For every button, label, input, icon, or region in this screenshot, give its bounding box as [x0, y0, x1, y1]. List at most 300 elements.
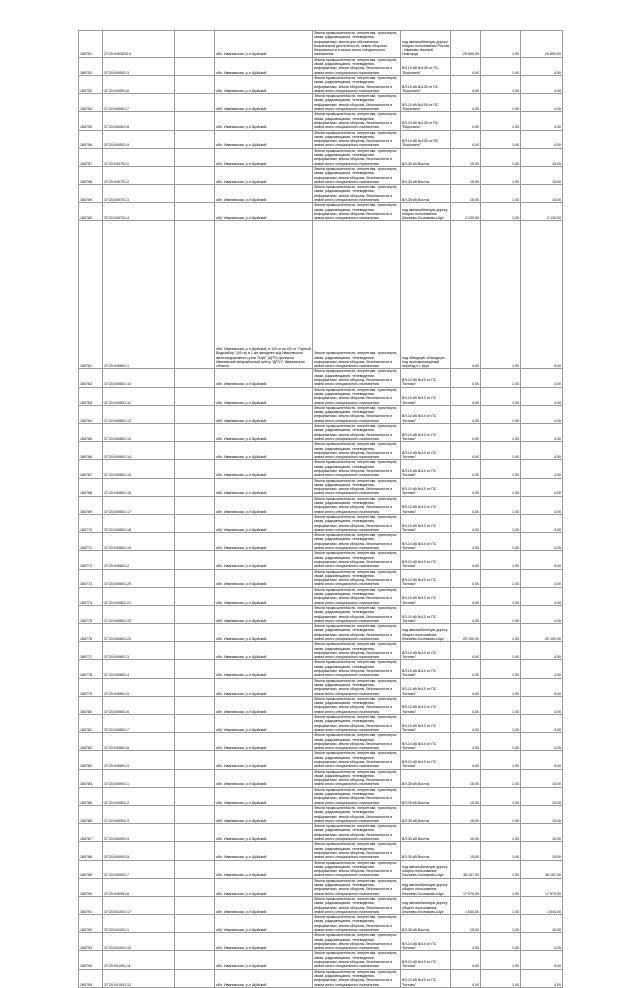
table-row: [79, 57, 563, 75]
empty-cell: [175, 424, 215, 442]
rate-cell: 1,00: [481, 569, 521, 587]
area-cell: 4,00: [451, 678, 481, 696]
area-cell: 17 970,00: [451, 878, 481, 896]
cost-cell: 15,00: [521, 824, 563, 842]
land-category-cell: Земли промышленности, энергетики, транспорта, связи, радиовещания, телевидения, информатики, земли обороны, безопасности и земли иного специального назначения: [313, 787, 401, 805]
parcel-id-cell: 165785: [79, 787, 103, 805]
location-cell: обл. Ивановская, р-н Шуйский: [215, 31, 313, 58]
rate-cell: 1,00: [481, 678, 521, 696]
rate-cell: 1,00: [481, 185, 521, 203]
land-category-cell: Земли промышленности, энергетики, транспорта, связи, радиовещания, телевидения, информатики, земли обороны, безопасности и земли иного специального назначения: [313, 715, 401, 733]
land-category-cell: Земли промышленности, энергетики, транспорта, связи, радиовещания, телевидения, информатики, земли обороны, безопасности и земли иного специального назначения: [313, 369, 401, 387]
area-cell: 15,00: [451, 769, 481, 787]
empty-cell: [175, 221, 215, 369]
cadastral-number-cell: 37:20:040701:2: [103, 166, 175, 184]
table-row: [79, 733, 563, 751]
land-category-cell: Земли промышленности, энергетики, транспорта, связи, радиовещания, телевидения, информатики, земли обороны, безопасности и земли иного специального назначения: [313, 915, 401, 933]
permitted-use-cell: ВЛ-35 кВ Восток: [401, 769, 451, 787]
parcel-id-cell: 165795: [79, 969, 103, 987]
rate-cell: 1,00: [481, 733, 521, 751]
area-cell: 4,00: [451, 569, 481, 587]
permitted-use-cell: ВЛ-10 кВ №10 от ПС "Китово": [401, 496, 451, 514]
parcel-id-cell: 165794: [79, 951, 103, 969]
area-cell: 15,00: [451, 805, 481, 823]
location-cell: обл. Ивановская, р-н Шуйский: [215, 369, 313, 387]
land-category-cell: Земли промышленности, энергетики, транспорта, связи, радиовещания, телевидения, информатики, земли обороны, безопасности и земли иного специального назначения: [313, 57, 401, 75]
table-row: [79, 969, 563, 987]
empty-cell: [175, 805, 215, 823]
area-cell: 4,00: [451, 57, 481, 75]
cadastral-number-cell: 37:20:040501:6: [103, 75, 175, 93]
parcel-id-cell: 165764: [79, 405, 103, 423]
parcel-id-cell: 165765: [79, 424, 103, 442]
location-cell: обл. Ивановская, р-н Шуйский: [215, 605, 313, 623]
cost-cell: 4,00: [521, 424, 563, 442]
empty-cell: [175, 75, 215, 93]
land-category-cell: Земли промышленности, энергетики, транспорта, связи, радиовещания, телевидения, информатики, земли обороны, безопасности и земли иного специального назначения: [313, 660, 401, 678]
cost-cell: 4,00: [521, 969, 563, 987]
parcel-id-cell: 165771: [79, 533, 103, 551]
cost-cell: 15,00: [521, 166, 563, 184]
rate-cell: 1,00: [481, 551, 521, 569]
location-cell: обл. Ивановская, р-н Шуйский: [215, 569, 313, 587]
land-category-cell: Земли промышленности, энергетики, транспорта, связи, радиовещания, телевидения, информатики, земли обороны, безопасности и земли иного специального назначения: [313, 112, 401, 130]
empty-cell: [175, 148, 215, 166]
table-row: [79, 424, 563, 442]
empty-cell: [175, 642, 215, 660]
location-cell: обл. Ивановская, р-н Шуйский: [215, 805, 313, 823]
parcel-id-cell: 165757: [79, 148, 103, 166]
permitted-use-cell: ВЛ-35 кВ Восток: [401, 166, 451, 184]
table-row: [79, 933, 563, 951]
rate-cell: 1,00: [481, 166, 521, 184]
permitted-use-cell: ВЛ-10 кВ №10 от ПС "Китово": [401, 460, 451, 478]
parcel-id-cell: 165755: [79, 112, 103, 130]
table-row: [79, 896, 563, 914]
land-category-cell: Земли промышленности, энергетики, транспорта, связи, радиовещания, телевидения, информатики, земли обороны, безопасности и земли иного специального назначения: [313, 642, 401, 660]
area-cell: 36 157,00: [451, 860, 481, 878]
table-row: [79, 533, 563, 551]
rate-cell: 1,00: [481, 660, 521, 678]
permitted-use-cell: ВЛ-10 кВ №10 от ПС "Китово": [401, 387, 451, 405]
land-category-cell: Земли промышленности, энергетики, транспорта, связи, радиовещания, телевидения, информатики, земли обороны, безопасности и земли иного специального назначения: [313, 533, 401, 551]
permitted-use-cell: ВЛ-10 кВ №10 от ПС "Китово": [401, 551, 451, 569]
empty-cell: [175, 460, 215, 478]
parcel-id-cell: 165777: [79, 642, 103, 660]
rate-cell: 1,00: [481, 751, 521, 769]
cadastral-number-cell: 37:20:040801:19: [103, 533, 175, 551]
cadastral-number-cell: 37:20:040801:5: [103, 678, 175, 696]
location-cell: обл. Ивановская, р-н Шуйский: [215, 878, 313, 896]
parcel-id-cell: 165762: [79, 369, 103, 387]
cadastral-number-cell: 37:20:041001:12: [103, 969, 175, 987]
location-cell: обл. Ивановская, р-н Шуйский: [215, 660, 313, 678]
area-cell: 4,00: [451, 221, 481, 369]
parcel-id-cell: 165780: [79, 696, 103, 714]
land-category-cell: Земли промышленности, энергетики, транспорта, связи, радиовещания, телевидения, информатики, земли обороны, безопасности и земли иного специального назначения: [313, 221, 401, 369]
area-cell: 4,00: [451, 733, 481, 751]
location-cell: обл. Ивановская, р-н Шуйский: [215, 969, 313, 987]
table-row: [79, 221, 563, 369]
empty-cell: [175, 969, 215, 987]
cost-cell: 4,00: [521, 94, 563, 112]
table-row: [79, 587, 563, 605]
location-cell: обл. Ивановская, р-н Шуйский: [215, 478, 313, 496]
cost-cell: 15,00: [521, 787, 563, 805]
empty-cell: [175, 605, 215, 623]
permitted-use-cell: ВЛ-10 кВ №10 от ПС "Китово": [401, 933, 451, 951]
permitted-use-cell: ВЛ-10 кВ №10 от ПС "Китово": [401, 369, 451, 387]
land-category-cell: Земли промышленности, энергетики, транспорта, связи, радиовещания, телевидения, информатики, земли обороны, безопасности и земли иного специального назначения: [313, 405, 401, 423]
table-row: [79, 569, 563, 587]
land-category-cell: Земли промышленности, энергетики, транспорта, связи, радиовещания, телевидения, информатики, земли обороны, безопасности и земли иного специального назначения: [313, 951, 401, 969]
parcel-id-cell: 165770: [79, 514, 103, 532]
cost-cell: 15,00: [521, 805, 563, 823]
cadastral-number-cell: 37:20:040801:7: [103, 715, 175, 733]
cost-cell: 4,00: [521, 442, 563, 460]
table-row: [79, 369, 563, 387]
table-row: [79, 148, 563, 166]
permitted-use-cell: ВЛ-35 кВ Восток: [401, 842, 451, 860]
land-category-cell: Земли промышленности, энергетики, транспорта, связи, радиовещания, телевидения, информатики, земли обороны, безопасности и земли иного специального назначения: [313, 148, 401, 166]
cost-cell: 4,00: [521, 569, 563, 587]
table-row: [79, 769, 563, 787]
land-category-cell: Земли промышленности, энергетики, транспорта, связи, радиовещания, телевидения, информатики, земли обороны, безопасности и земли иного специального назначения: [313, 478, 401, 496]
table-row: [79, 185, 563, 203]
permitted-use-cell: ВЛ-35 кВ Восток: [401, 824, 451, 842]
location-cell: обл. Ивановская, р-н Шуйский: [215, 933, 313, 951]
parcel-id-cell: 165786: [79, 805, 103, 823]
cadastral-number-cell: 37:20:040801:1: [103, 221, 175, 369]
cost-cell: 15,00: [521, 915, 563, 933]
cost-cell: 4,00: [521, 678, 563, 696]
parcel-id-cell: 165754: [79, 94, 103, 112]
empty-cell: [175, 660, 215, 678]
area-cell: 2 130,00: [451, 203, 481, 221]
cadastral-number-cell: 37:20:040801:13: [103, 424, 175, 442]
permitted-use-cell: ВЛ-10 кВ №10 от ПС "Китово": [401, 442, 451, 460]
location-cell: обл. Ивановская, р-н Шуйский, в 100 м на СВ от "Горный Водозабор" (49 га) в 1 км западнее ж/д Ивановского железнодорожного узла "Шуя" (ЦРП) филиала Ивановский межрайонный центр "ДРСУ" Ивановская область: [215, 221, 313, 369]
cost-cell: 36 157,00: [521, 860, 563, 878]
land-category-cell: Земли промышленности, энергетики, транспорта, связи, радиовещания, телевидения, информатики, земли для обеспечения космической деятельности, земли обороны, безопасности и земли иного специального назначения: [313, 31, 401, 58]
land-category-cell: Земли промышленности, энергетики, транспорта, связи, радиовещания, телевидения, информатики, земли обороны, безопасности и земли иного специального назначения: [313, 769, 401, 787]
land-category-cell: Земли промышленности, энергетики, транспорта, связи, радиовещания, телевидения, информатики, земли обороны, безопасности и земли иного специального назначения: [313, 733, 401, 751]
location-cell: обл. Ивановская, р-н Шуйский: [215, 715, 313, 733]
empty-cell: [175, 751, 215, 769]
location-cell: обл. Ивановская, р-н Шуйский: [215, 166, 313, 184]
empty-cell: [175, 715, 215, 733]
cadastral-number-cell: 37:20:040901:7: [103, 860, 175, 878]
area-cell: 1 644,00: [451, 896, 481, 914]
location-cell: обл. Ивановская, р-н Шуйский: [215, 678, 313, 696]
location-cell: обл. Ивановская, р-н Шуйский: [215, 405, 313, 423]
land-category-cell: Земли промышленности, энергетики, транспорта, связи, радиовещания, телевидения, информатики, земли обороны, безопасности и земли иного специального назначения: [313, 969, 401, 987]
empty-cell: [175, 203, 215, 221]
location-cell: обл. Ивановская, р-н Шуйский: [215, 514, 313, 532]
cadastral-number-cell: 37:20:041001:17: [103, 896, 175, 914]
permitted-use-cell: под обводную объездную, под противопожарный переезд к г. Шуя: [401, 221, 451, 369]
permitted-use-cell: ВЛ-10 кВ №10 от ПС "Китово": [401, 715, 451, 733]
land-category-cell: Земли промышленности, энергетики, транспорта, связи, радиовещания, телевидения, информатики, земли обороны, безопасности и земли иного специального назначения: [313, 75, 401, 93]
permitted-use-cell: ВЛ-10 кВ №105 от ПС "Воронино": [401, 75, 451, 93]
rate-cell: 1,00: [481, 221, 521, 369]
table-row: [79, 203, 563, 221]
rate-cell: 1,00: [481, 896, 521, 914]
location-cell: обл. Ивановская, р-н Шуйский: [215, 824, 313, 842]
cost-cell: 1 644,00: [521, 896, 563, 914]
table-row: [79, 387, 563, 405]
permitted-use-cell: ВЛ-10 кВ №10 от ПС "Китово": [401, 660, 451, 678]
land-category-cell: Земли промышленности, энергетики, транспорта, связи, радиовещания, телевидения, информатики, земли обороны, безопасности и земли иного специального назначения: [313, 387, 401, 405]
area-cell: 15,00: [451, 824, 481, 842]
area-cell: 4,00: [451, 660, 481, 678]
permitted-use-cell: ВЛ-10 кВ №10 от ПС "Китово": [401, 424, 451, 442]
rate-cell: 1,00: [481, 369, 521, 387]
location-cell: обл. Ивановская, р-н Шуйский: [215, 769, 313, 787]
rate-cell: 1,00: [481, 112, 521, 130]
cost-cell: 4,00: [521, 733, 563, 751]
land-category-cell: Земли промышленности, энергетики, транспорта, связи, радиовещания, телевидения, информатики, земли обороны, безопасности и земли иного специального назначения: [313, 166, 401, 184]
cadastral-number-cell: 37:20:040801:14: [103, 442, 175, 460]
area-cell: 4,00: [451, 478, 481, 496]
cadastral-number-cell: 37:20:040701:3: [103, 185, 175, 203]
cost-cell: 4,00: [521, 660, 563, 678]
cost-cell: 4,00: [521, 130, 563, 148]
empty-cell: [175, 185, 215, 203]
parcel-id-cell: 165772: [79, 551, 103, 569]
location-cell: обл. Ивановская, р-н Шуйский: [215, 185, 313, 203]
cost-cell: 2 130,00: [521, 203, 563, 221]
cadastral-number-cell: 37:20:040501:8: [103, 112, 175, 130]
land-category-cell: Земли промышленности, энергетики, транспорта, связи, радиовещания, телевидения, информатики, земли обороны, безопасности и земли иного специального назначения: [313, 842, 401, 860]
permitted-use-cell: ВЛ-35 кВ Восток: [401, 805, 451, 823]
rate-cell: 1,00: [481, 148, 521, 166]
cadastral-number-cell: 37:20:040801:12: [103, 405, 175, 423]
cadastral-number-cell: 37:20:040801:11: [103, 387, 175, 405]
land-category-cell: Земли промышленности, энергетики, транспорта, связи, радиовещания, телевидения, информатики, земли обороны, безопасности и земли иного специального назначения: [313, 896, 401, 914]
parcel-id-cell: 165782: [79, 733, 103, 751]
land-category-cell: Земли промышленности, энергетики, транспорта, связи, радиовещания, телевидения, информатики, земли обороны, безопасности и земли иного специального назначения: [313, 130, 401, 148]
table-row: [79, 112, 563, 130]
table-row: [79, 166, 563, 184]
cost-cell: 4,00: [521, 751, 563, 769]
area-cell: 4,00: [451, 75, 481, 93]
cost-cell: 4,00: [521, 587, 563, 605]
parcel-id-cell: 165761: [79, 221, 103, 369]
cost-cell: 4,00: [521, 715, 563, 733]
empty-cell: [175, 478, 215, 496]
empty-cell: [175, 387, 215, 405]
location-cell: обл. Ивановская, р-н Шуйский: [215, 751, 313, 769]
table-row: [79, 860, 563, 878]
area-cell: 4,00: [451, 642, 481, 660]
area-cell: 15,00: [451, 787, 481, 805]
permitted-use-cell: ВЛ-10 кВ №10 от ПС "Китово": [401, 951, 451, 969]
rate-cell: 1,00: [481, 387, 521, 405]
cadastral-number-cell: 37:20:040501:3: [103, 57, 175, 75]
land-category-cell: Земли промышленности, энергетики, транспорта, связи, радиовещания, телевидения, информатики, земли обороны, безопасности и земли иного специального назначения: [313, 696, 401, 714]
cadastral-number-cell: 37:20:040801:23: [103, 624, 175, 642]
area-cell: 4,00: [451, 460, 481, 478]
table-row: [79, 678, 563, 696]
parcel-id-cell: 165775: [79, 605, 103, 623]
location-cell: обл. Ивановская, р-н Шуйский: [215, 551, 313, 569]
location-cell: обл. Ивановская, р-н Шуйский: [215, 75, 313, 93]
table-row: [79, 75, 563, 93]
land-category-cell: Земли промышленности, энергетики, транспорта, связи, радиовещания, телевидения, информатики, земли обороны, безопасности и земли иного специального назначения: [313, 94, 401, 112]
parcel-id-cell: 165763: [79, 387, 103, 405]
area-cell: 20 690,00: [451, 31, 481, 58]
location-cell: обл. Ивановская, р-н Шуйский: [215, 787, 313, 805]
area-cell: 20 100,00: [451, 624, 481, 642]
rate-cell: 1,00: [481, 31, 521, 58]
permitted-use-cell: под автомобильную дорогу общего пользования Лежнево-Хозниково-Шуя: [401, 203, 451, 221]
table-row: [79, 130, 563, 148]
empty-cell: [175, 94, 215, 112]
land-category-cell: Земли промышленности, энергетики, транспорта, связи, радиовещания, телевидения, информатики, земли обороны, безопасности и земли иного специального назначения: [313, 805, 401, 823]
rate-cell: 1,00: [481, 787, 521, 805]
parcel-id-cell: 165758: [79, 166, 103, 184]
cost-cell: 4,00: [521, 514, 563, 532]
cost-cell: 4,00: [521, 696, 563, 714]
area-cell: 15,00: [451, 148, 481, 166]
location-cell: обл. Ивановская, р-н Шуйский: [215, 733, 313, 751]
empty-cell: [175, 130, 215, 148]
cost-cell: 4,00: [521, 75, 563, 93]
rate-cell: 1,00: [481, 969, 521, 987]
rate-cell: 1,00: [481, 915, 521, 933]
rate-cell: 1,00: [481, 405, 521, 423]
location-cell: обл. Ивановская, р-н Шуйский: [215, 424, 313, 442]
area-cell: 4,00: [451, 94, 481, 112]
table-row: [79, 660, 563, 678]
area-cell: 4,00: [451, 442, 481, 460]
permitted-use-cell: ВЛ-10 кВ №10 от ПС "Китово": [401, 605, 451, 623]
cost-cell: 4,00: [521, 369, 563, 387]
table-row: [79, 514, 563, 532]
location-cell: обл. Ивановская, р-н Шуйский: [215, 696, 313, 714]
area-cell: 4,00: [451, 496, 481, 514]
rate-cell: 1,00: [481, 824, 521, 842]
land-category-cell: Земли промышленности, энергетики, транспорта, связи, радиовещания, телевидения, информатики, земли обороны, безопасности и земли иного специального назначения: [313, 203, 401, 221]
location-cell: обл. Ивановская, р-н Шуйский: [215, 642, 313, 660]
cost-cell: 17 970,00: [521, 878, 563, 896]
permitted-use-cell: ВЛ-10 кВ №10 от ПС "Китово": [401, 569, 451, 587]
permitted-use-cell: ВЛ-10 кВ №10 от ПС "Китово": [401, 678, 451, 696]
empty-cell: [175, 624, 215, 642]
location-cell: обл. Ивановская, р-н Шуйский: [215, 148, 313, 166]
table-row: [79, 605, 563, 623]
land-category-cell: Земли промышленности, энергетики, транспорта, связи, радиовещания, телевидения, информатики, земли обороны, безопасности и земли иного специального назначения: [313, 460, 401, 478]
cadastral-number-cell: 37:20:041001:11: [103, 951, 175, 969]
cadastral-number-cell: 37:20:040501:7: [103, 94, 175, 112]
cadastral-number-cell: 37:20:040801:6: [103, 696, 175, 714]
table-row: [79, 805, 563, 823]
empty-cell: [175, 824, 215, 842]
cost-cell: 4,00: [521, 221, 563, 369]
table-row: [79, 787, 563, 805]
land-category-cell: Земли промышленности, энергетики, транспорта, связи, радиовещания, телевидения, информатики, земли обороны, безопасности и земли иного специального назначения: [313, 878, 401, 896]
table-row: [79, 478, 563, 496]
permitted-use-cell: ВЛ-35 кВ Восток: [401, 787, 451, 805]
rate-cell: 1,00: [481, 624, 521, 642]
empty-cell: [175, 733, 215, 751]
empty-cell: [175, 57, 215, 75]
rate-cell: 1,00: [481, 442, 521, 460]
cost-cell: 20 100,00: [521, 624, 563, 642]
cost-cell: 4,00: [521, 642, 563, 660]
rate-cell: 1,00: [481, 587, 521, 605]
rate-cell: 1,00: [481, 496, 521, 514]
rate-cell: 1,00: [481, 696, 521, 714]
parcel-id-cell: 165766: [79, 442, 103, 460]
permitted-use-cell: под автомобильную дорогу общего пользования Лежнево-Хозниково-Шуя: [401, 896, 451, 914]
cadastral-number-cell: 37:20:040901:5: [103, 842, 175, 860]
cost-cell: 15,00: [521, 185, 563, 203]
parcel-id-cell: 165779: [79, 678, 103, 696]
rate-cell: 1,00: [481, 715, 521, 733]
table-row: [79, 551, 563, 569]
parcel-id-cell: 165767: [79, 460, 103, 478]
area-cell: 4,00: [451, 514, 481, 532]
rate-cell: 1,00: [481, 860, 521, 878]
area-cell: 4,00: [451, 751, 481, 769]
permitted-use-cell: под автомобильную дорогу общего пользования Лежнево-Хозниково-Шуя: [401, 860, 451, 878]
parcel-id-cell: 165769: [79, 496, 103, 514]
table-row: [79, 715, 563, 733]
location-cell: обл. Ивановская, р-н Шуйский: [215, 460, 313, 478]
parcel-id-cell: 165774: [79, 587, 103, 605]
area-cell: 4,00: [451, 112, 481, 130]
cost-cell: 4,00: [521, 533, 563, 551]
table-row: [79, 842, 563, 860]
cadastral-number-cell: 37:20:041001:10: [103, 933, 175, 951]
empty-cell: [175, 496, 215, 514]
land-category-cell: Земли промышленности, энергетики, транспорта, связи, радиовещания, телевидения, информатики, земли обороны, безопасности и земли иного специального назначения: [313, 587, 401, 605]
table-row: [79, 460, 563, 478]
empty-cell: [175, 878, 215, 896]
area-cell: 4,00: [451, 969, 481, 987]
land-category-cell: Земли промышленности, энергетики, транспорта, связи, радиовещания, телевидения, информатики, земли обороны, безопасности и земли иного специального назначения: [313, 933, 401, 951]
rate-cell: 1,00: [481, 769, 521, 787]
parcel-id-cell: 165751: [79, 31, 103, 58]
parcel-id-cell: 165783: [79, 751, 103, 769]
table-row: [79, 824, 563, 842]
parcel-id-cell: 165752: [79, 57, 103, 75]
cost-cell: 20 690,00: [521, 31, 563, 58]
permitted-use-cell: ВЛ-35 кВ Восток: [401, 915, 451, 933]
area-cell: 4,00: [451, 933, 481, 951]
land-category-cell: Земли промышленности, энергетики, транспорта, связи, радиовещания, телевидения, информатики, земли обороны, безопасности и земли иного специального назначения: [313, 551, 401, 569]
rate-cell: 1,00: [481, 460, 521, 478]
cadastral-number-cell: 37:20:040801:15: [103, 460, 175, 478]
cost-cell: 4,00: [521, 933, 563, 951]
empty-cell: [175, 112, 215, 130]
permitted-use-cell: ВЛ-10 кВ №10 от ПС "Китово": [401, 587, 451, 605]
empty-cell: [175, 933, 215, 951]
permitted-use-cell: ВЛ-35 кВ Восток: [401, 148, 451, 166]
location-cell: обл. Ивановская, р-н Шуйский: [215, 442, 313, 460]
permitted-use-cell: ВЛ-10 кВ №10 от ПС "Китово": [401, 733, 451, 751]
table-row: [79, 696, 563, 714]
table-row: [79, 751, 563, 769]
location-cell: обл. Ивановская, р-н Шуйский: [215, 587, 313, 605]
parcel-id-cell: 165768: [79, 478, 103, 496]
land-category-cell: Земли промышленности, энергетики, транспорта, связи, радиовещания, телевидения, информатики, земли обороны, безопасности и земли иного специального назначения: [313, 678, 401, 696]
land-category-cell: Земли промышленности, энергетики, транспорта, связи, радиовещания, телевидения, информатики, земли обороны, безопасности и земли иного специального назначения: [313, 605, 401, 623]
cost-cell: 4,00: [521, 112, 563, 130]
empty-cell: [175, 860, 215, 878]
